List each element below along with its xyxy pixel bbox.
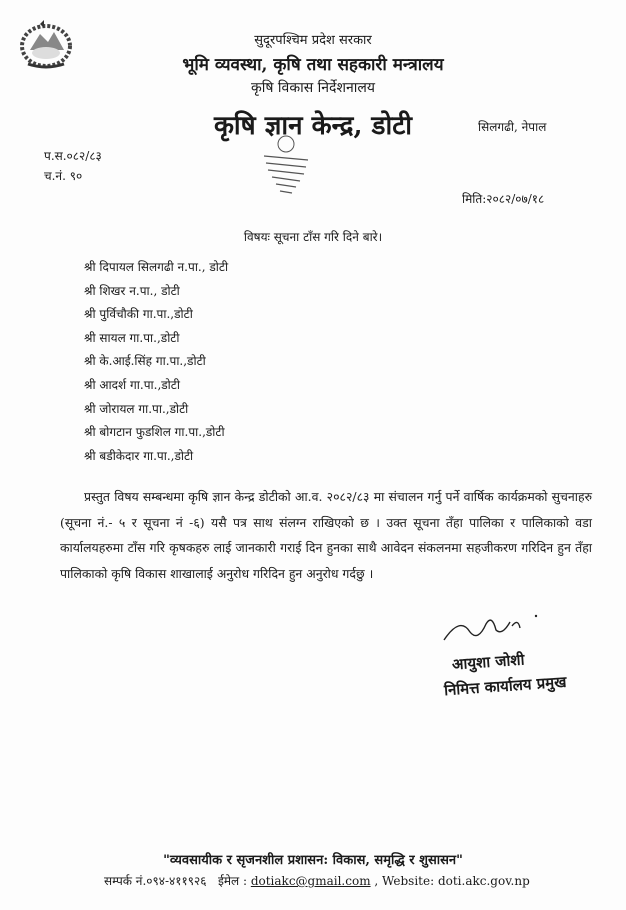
- body-paragraph: प्रस्तुत विषय सम्बन्धमा कृषि ज्ञान केन्द्र डोटीको आ.व. २०८२/८३ मा संचालन गर्नु पर्ने वार्षिक कार्यक्रमको सुचनाहरु (सूचना नं.- ५ र सूचना नं -६) यसै पत्र साथ संलग्न राखिएको छ । उक्त सूचना तँहा पालिका र पालिकाको वडा कार्यालयहरुमा टाँस गरि कृषकहरु लाई जानकारी गराई दिन हुनका साथै आवेदन संकलनमा सहजीकरण गरिदिन हुन तँहा पालिकाको कृषि विकास शाखालाई अनुरोध गरिदिन हुन अनुरोध गर्दछु ।: [60, 489, 592, 581]
- ministry-name: भूमि व्यवस्था, कृषि तथा सहकारी मन्त्रालय: [182, 55, 444, 75]
- subject-line: विषयः सूचना टाँस गरि दिने बारे।: [243, 230, 383, 244]
- recipient-list: [84, 258, 228, 470]
- recipient: श्री आदर्श गा.पा.,डोटी: [84, 377, 180, 392]
- government-name: सुदूरपश्चिम प्रदेश सरकार: [254, 33, 372, 48]
- fiscal-reference: प.स.०८२/८३: [44, 149, 102, 163]
- recipient: श्री दिपायल सिलगढी न.पा., डोटी: [84, 260, 229, 274]
- office-stamp: [258, 132, 314, 198]
- handwritten-signature: [440, 606, 560, 646]
- phone-number: सम्पर्क नं.०९४-४११९२६: [104, 874, 207, 888]
- recipient: श्री शिखर न.पा., डोटी: [84, 283, 180, 298]
- recipient: श्री पुर्विचौकी गा.पा.,डोटी: [84, 307, 193, 322]
- recipient: श्री के.आई.सिंह गा.पा.,डोटी: [84, 354, 206, 369]
- signer-title: निमित्त कार्यालय प्रमुख: [443, 672, 567, 700]
- footer-contact: [104, 872, 530, 889]
- letter-date: मिति:२०८२/०७/१८: [462, 192, 545, 206]
- email-label: ईमेल :: [217, 874, 247, 888]
- email-link[interactable]: dotiakc@gmail.com: [250, 874, 371, 888]
- recipient: श्री बडीकेदार गा.पा.,डोटी: [84, 448, 194, 463]
- office-name: कृषि ज्ञान केन्द्र, डोटी: [213, 111, 413, 141]
- recipient: श्री जोरायल गा.पा.,डोटी: [84, 401, 189, 416]
- website-text: , Website: doti.akc.gov.np: [374, 874, 530, 888]
- recipient: श्री बोगटान फुडशिल गा.पा.,डोटी: [84, 425, 225, 440]
- signer-name: आयुशा जोशी: [451, 650, 525, 674]
- recipient: श्री सायल गा.पा.,डोटी: [84, 330, 180, 345]
- footer-motto: "व्यवसायीक र सृजनशील प्रशासन: विकास, समृद्धि र शुसासन": [163, 853, 463, 868]
- dispatch-number: च.नं. ९०: [44, 169, 83, 183]
- office-location: सिलगढी, नेपाल: [478, 120, 547, 134]
- directorate-name: कृषि विकास निर्देशनालय: [251, 80, 375, 96]
